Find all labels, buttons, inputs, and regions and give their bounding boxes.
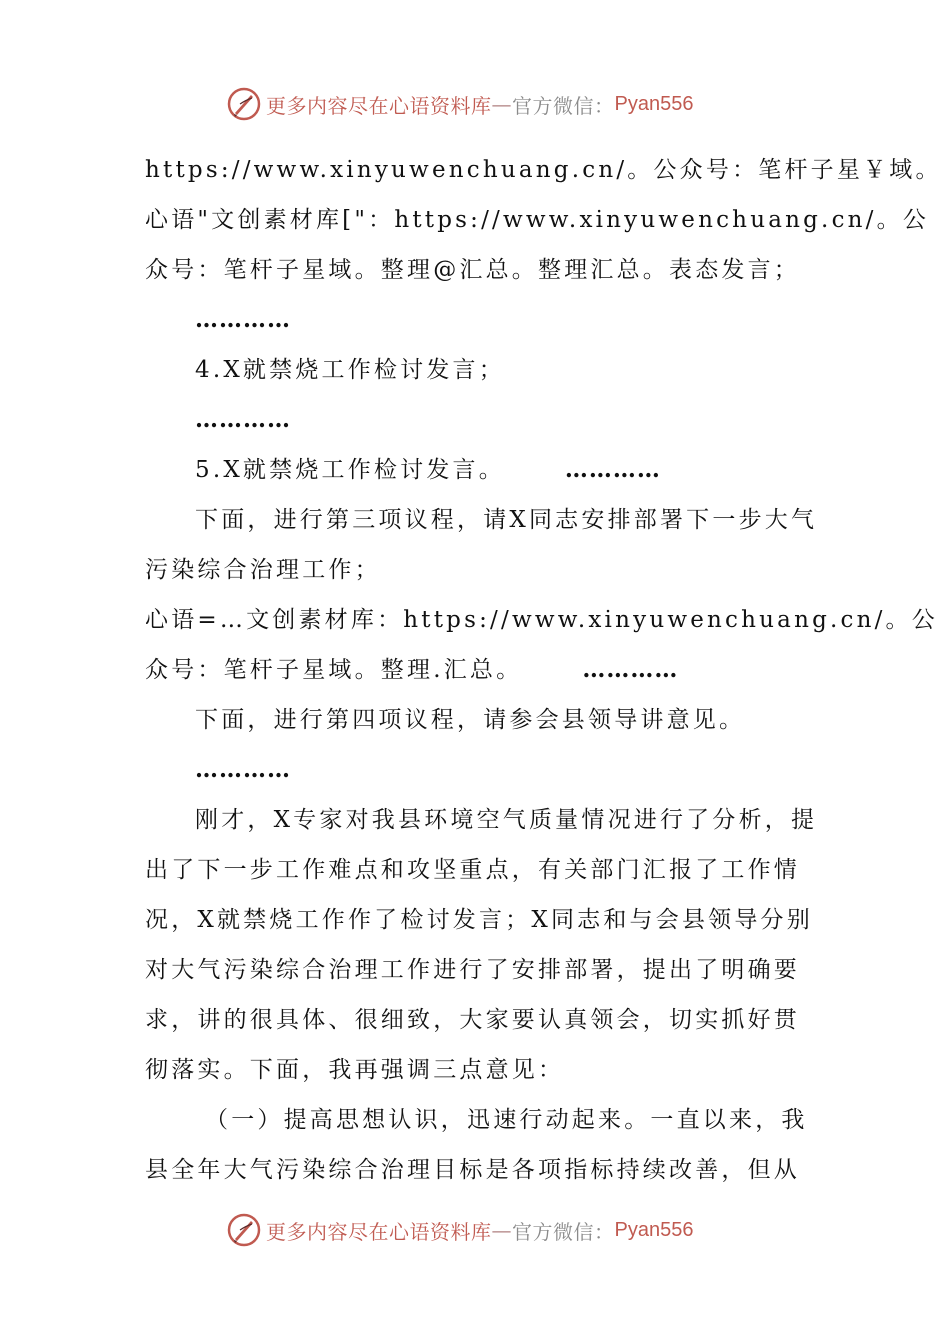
ellipsis: ………… [582,656,679,683]
doc-line: 心语=…文创素材库：https://www.xinyuwenchuang.cn/。公 [145,607,938,633]
footer-watermark-banner [226,1210,693,1250]
doc-section-heading: （一）提高思想认识，迅速行动起来。一直以来，我 [205,1107,808,1133]
banner-main-text: 更多内容尽在心语资料库 [266,1219,492,1244]
banner-separator: — [491,92,512,116]
ellipsis: ………… [564,456,661,483]
doc-line: 出了下一步工作难点和攻坚重点，有关部门汇报了工作情 [145,857,800,883]
doc-ellipsis-line [145,395,810,445]
doc-line: 县全年大气污染综合治理目标是各项指标持续改善，但从 [145,1157,800,1183]
doc-ellipsis-line [145,295,810,345]
doc-line-with-ellipsis [145,445,810,495]
doc-line: 污染综合治理工作； [145,557,381,583]
doc-line: 彻落实。下面，我再强调三点意见： [145,1057,565,1083]
ellipsis: ………… [195,756,291,783]
doc-line: 4.X就禁烧工作检讨发言； [195,357,505,383]
banner-main-text: 更多内容尽在心语资料库 [266,93,492,118]
doc-line: 下面，进行第四项议程，请参会县领导讲意见。 [195,707,746,733]
banner-separator: — [491,1218,512,1242]
quill-logo-icon [226,86,262,122]
banner-wechat-label: 官方微信： [512,93,615,118]
doc-line: 下面，进行第三项议程，请X同志安排部署下一步大气 [195,507,818,533]
quill-logo-icon [226,1212,262,1248]
doc-line-text: 众号：笔杆子星域。整理.汇总。 [145,657,523,683]
doc-line-with-ellipsis [145,645,810,695]
header-watermark-banner [226,84,693,124]
doc-line-text: 5.X就禁烧工作检讨发言。 [195,457,505,483]
doc-line: 求，讲的很具体、很细致，大家要认真领会，切实抓好贯 [145,1007,800,1033]
banner-wechat-label: 官方微信： [512,1219,615,1244]
doc-line: 众号：笔杆子星域。整理@汇总。整理汇总。表态发言； [145,257,800,283]
banner-wechat-id: Pyan556 [614,1218,694,1241]
ellipsis: ………… [195,406,291,433]
doc-line: 况，X就禁烧工作作了检讨发言；X同志和与会县领导分别 [145,907,813,933]
banner-wechat-id: Pyan556 [614,92,694,115]
doc-line: 刚才，X专家对我县环境空气质量情况进行了分析，提 [195,807,818,833]
doc-ellipsis-line [145,745,810,795]
document-body [145,145,942,1195]
ellipsis: ………… [195,306,291,333]
doc-line: 心语"文创素材库["：https://www.xinyuwenchuang.cn/。公 [145,207,930,233]
doc-line: 对大气污染综合治理工作进行了安排部署，提出了明确要 [145,957,800,983]
doc-line: https://www.xinyuwenchuang.cn/。公众号：笔杆子星￥域。 [145,157,942,183]
